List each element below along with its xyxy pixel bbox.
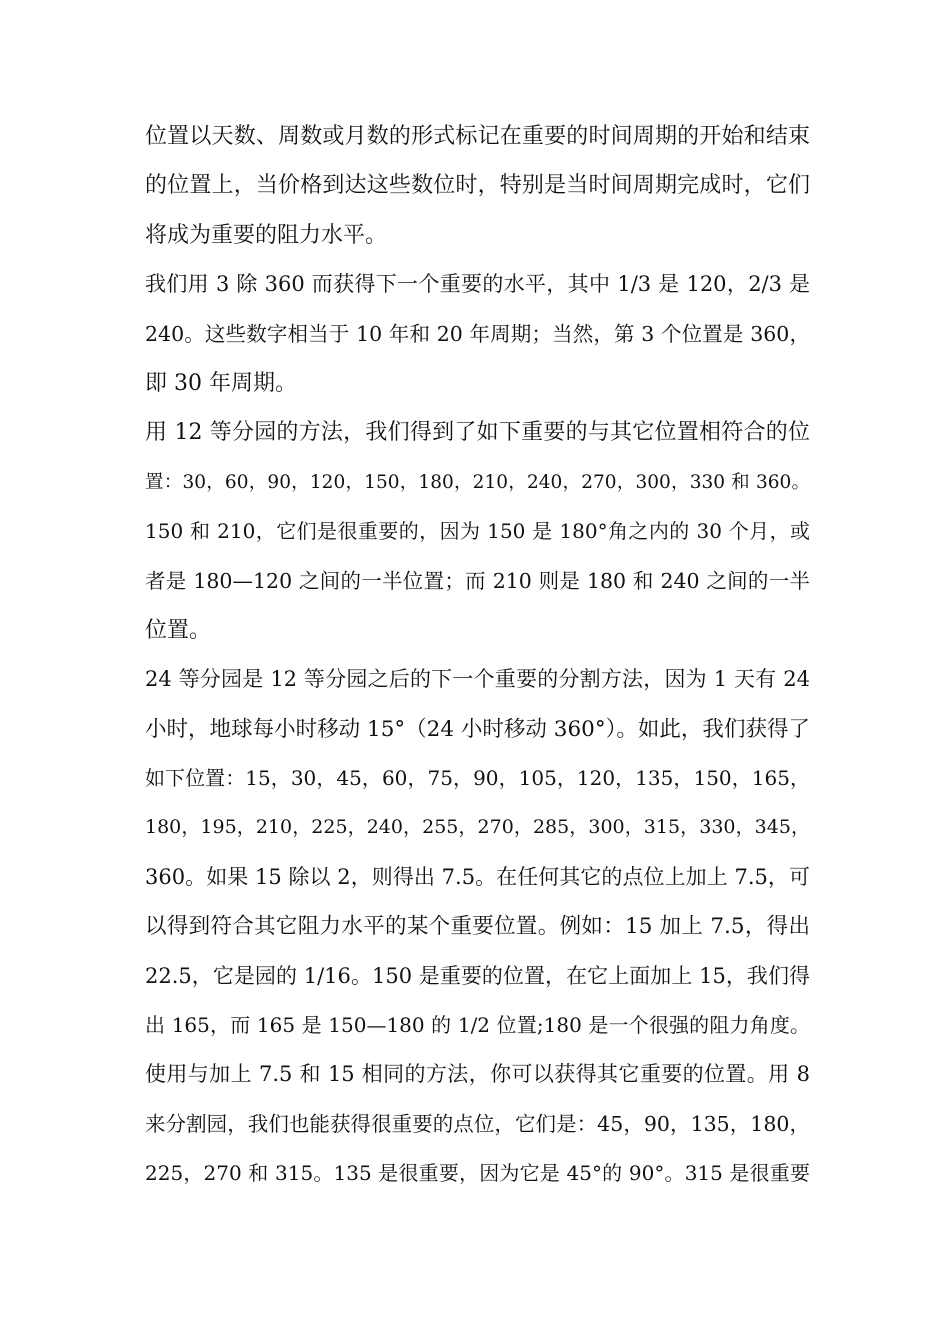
text-line: 22.5，它是园的 1/16。150 是重要的位置，在它上面加上 15，我们得 [145,963,810,988]
text-line: 用 12 等分园的方法，我们得到了如下重要的与其它位置相符合的位 [145,420,810,446]
text-line: 位置以天数、周数或月数的形式标记在重要的时间周期的开始和结束 [145,124,810,149]
text-line: 者是 180—120 之间的一半位置；而 210 则是 180 和 240 之间的一半 [145,568,810,593]
text-line: 出 165，而 165 是 150—180 的 1/2 位置;180 是一个很强的阻力角度。 [145,1013,810,1038]
text-line: 来分割园，我们也能获得很重要的点位，它们是：45，90，135，180， [145,1111,810,1136]
text-line: 24 等分园是 12 等分园之后的下一个重要的分割方法，因为 1 天有 24 [145,667,810,692]
text-line: 位置。 [145,617,212,643]
text-line: 小时，地球每小时移动 15°（24 小时移动 360°）。如此，我们获得了 [145,716,810,742]
text-line: 以得到符合其它阻力水平的某个重要位置。例如：15 加上 7.5，得出 [145,914,810,940]
text-line: 240。这些数字相当于 10 年和 20 年周期；当然，第 3 个位置是 360， [145,321,810,346]
text-line: 360。如果 15 除以 2，则得出 7.5。在任何其它的点位上加上 7.5，可 [145,864,810,889]
text-line: 225，270 和 315。135 是很重要，因为它是 45°的 90°。315 是很重要 [145,1161,810,1186]
text-line: 的位置上，当价格到达这些数位时，特别是当时间周期完成时，它们 [145,173,810,199]
text-line: 置：30，60，90，120，150，180，210，240，270，300，330 和 360。 [145,471,810,493]
text-line: 180，195，210，225，240，255，270，285，300，315，330，345， [145,816,810,839]
text-line: 将成为重要的阻力水平。 [145,222,388,248]
text-line: 150 和 210，它们是很重要的，因为 150 是 180°角之内的 30 个月，或 [145,519,810,544]
text-line: 即 30 年周期。 [145,370,297,396]
text-line: 我们用 3 除 360 而获得下一个重要的水平，其中 1/3 是 120，2/3 是 [145,272,810,297]
text-line: 使用与加上 7.5 和 15 相同的方法，你可以获得其它重要的位置。用 8 [145,1062,810,1087]
text-line: 如下位置：15，30，45，60，75，90，105，120，135，150，165， [145,766,810,791]
body-text [145,112,810,1199]
